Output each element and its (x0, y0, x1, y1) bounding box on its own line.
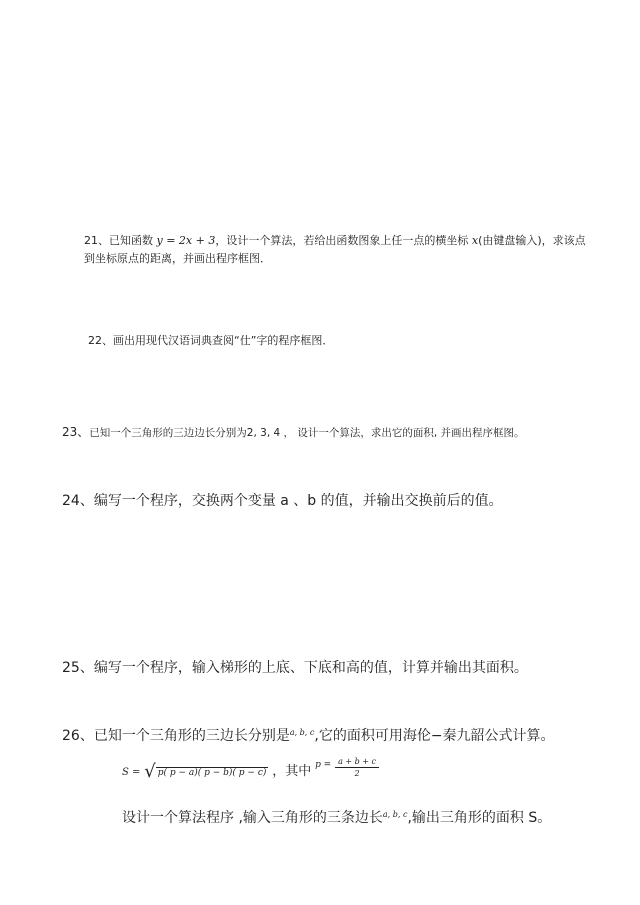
question-26-line3-pre: 设计一个算法程序 ,输入三角形的三条边长 (122, 810, 383, 826)
semi-perimeter-lhs: p = (315, 760, 332, 770)
question-21-line2: 到坐标原点的距离，并画出程序框图． (84, 252, 271, 265)
question-22 (88, 332, 333, 348)
fraction-numerator: a + b + c (335, 757, 379, 768)
sqrt-icon: √ (144, 761, 156, 782)
question-21-mid: ，设计一个算法，若给出函数图象上任一点的横坐标 (215, 234, 469, 247)
question-23 (62, 423, 525, 440)
semi-perimeter-fraction (335, 757, 379, 778)
question-21-pre: 已知函数 (109, 234, 153, 247)
question-21-line1 (84, 232, 586, 248)
question-22-number: 22、 (88, 334, 113, 347)
question-26-post: ,它的面积可用海伦−秦九韶公式计算。 (314, 728, 555, 744)
question-25: 25、编写一个程序，输入梯形的上底、下底和高的值，计算并输出其面积。 (62, 660, 528, 676)
question-26-pre: 26、已知一个三角形的三边长分别是 (62, 728, 290, 744)
question-21-number: 21、 (84, 234, 109, 247)
question-23-number: 23、 (62, 425, 90, 439)
question-23-text: 已知一个三角形的三边边长分别为2, 3, 4 ， 设计一个算法，求出它的面积, 并画出程序框图。 (89, 427, 525, 439)
fraction-denominator: 2 (354, 769, 360, 778)
question-24: 24、编写一个程序，交换两个变量 a 、b 的值，并输出交换前后的值。 (62, 493, 503, 509)
question-26-line3-post: ,输出三角形的面积 S。 (407, 810, 552, 826)
question-26-vars: a, b, c (289, 728, 315, 737)
heron-formula-row (122, 757, 379, 782)
formula-where: ，其中 (272, 764, 312, 779)
question-21-formula: y = 2x + 3 (156, 234, 216, 247)
question-26-line1 (62, 725, 555, 745)
area-formula-lhs: S = (122, 767, 141, 778)
question-21-var: x (471, 234, 479, 247)
question-26-line3 (122, 807, 551, 827)
area-formula-radicand: p( p − a)( p − b)( p − c) (157, 768, 267, 778)
question-21-tail: (由键盘输入)，求该点 (478, 234, 586, 247)
question-22-text: 画出用现代汉语词典查阅“仕”字的程序框图． (113, 334, 334, 347)
question-26-line3-vars: a, b, c (382, 810, 408, 819)
